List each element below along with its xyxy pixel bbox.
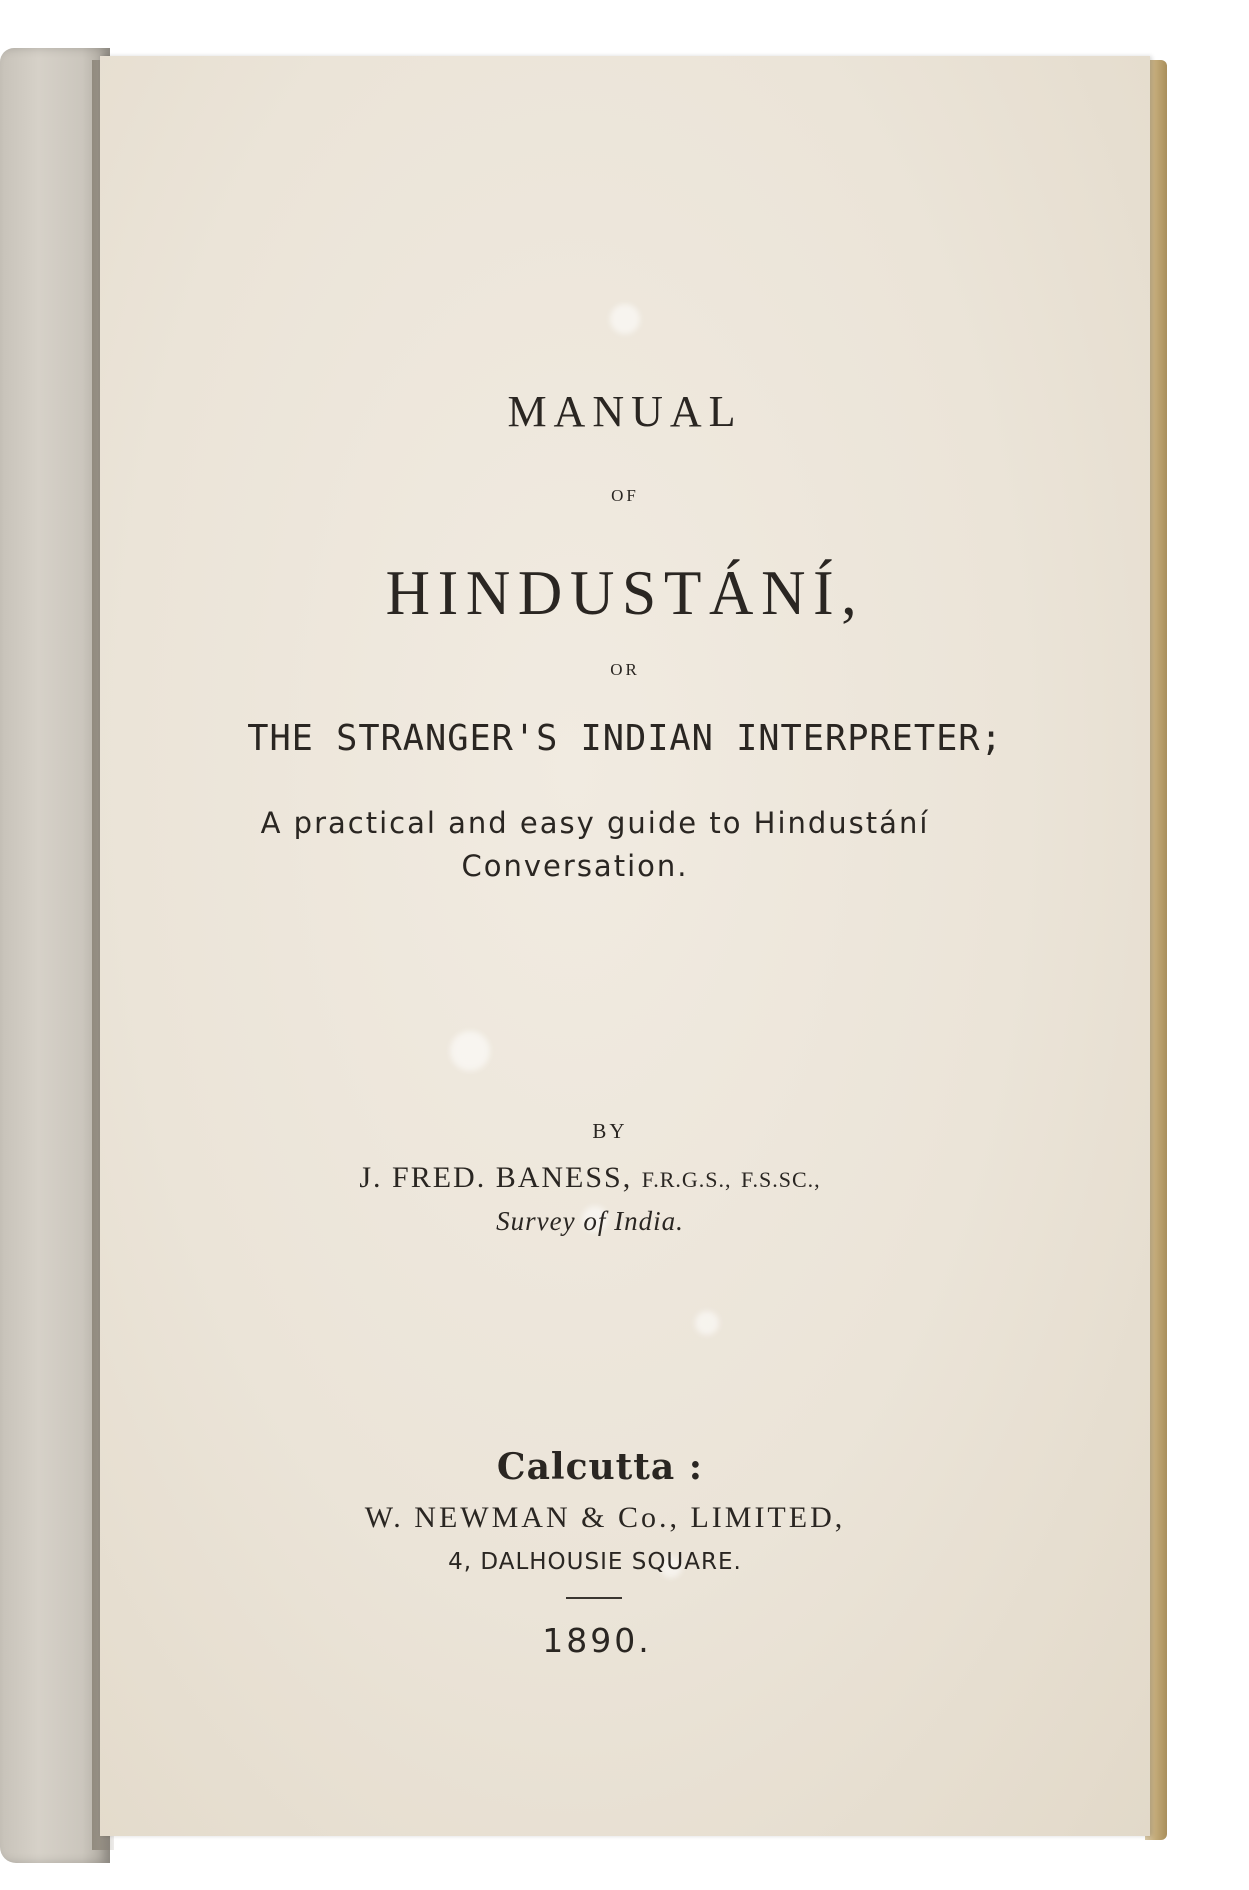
title-line-2: HINDUSTÁNÍ, [385, 557, 865, 628]
publisher-address: 4, DALHOUSIE SQUARE. [448, 1549, 742, 1575]
author-credentials-1: F.R.G.S., [641, 1167, 732, 1192]
author-affiliation: Survey of India. [496, 1206, 684, 1236]
author-line [65, 1161, 1115, 1195]
author-credentials-2: F.S.SC., [741, 1167, 821, 1192]
by-label: BY [592, 1119, 628, 1143]
paper-spot [450, 1031, 490, 1071]
publisher: W. NEWMAN & Co., LIMITED, [364, 1501, 846, 1534]
author-name: J. FRED. BANESS, [359, 1161, 633, 1194]
connector-of: OF [611, 486, 639, 505]
place-of-publication: Calcutta : [496, 1446, 704, 1488]
title-line-1: MANUAL [507, 387, 743, 436]
paper-spot [695, 1311, 719, 1335]
paper-spot [610, 304, 640, 334]
title-page [100, 56, 1150, 1836]
description-line-1: A practical and easy guide to Hindustání [260, 806, 930, 840]
connector-or: OR [610, 660, 640, 679]
divider-rule [566, 1597, 622, 1599]
publication-year: 1890. [542, 1621, 652, 1660]
subtitle: THE STRANGER'S INDIAN INTERPRETER; [247, 718, 1003, 759]
description-line-2: Conversation. [461, 849, 689, 883]
